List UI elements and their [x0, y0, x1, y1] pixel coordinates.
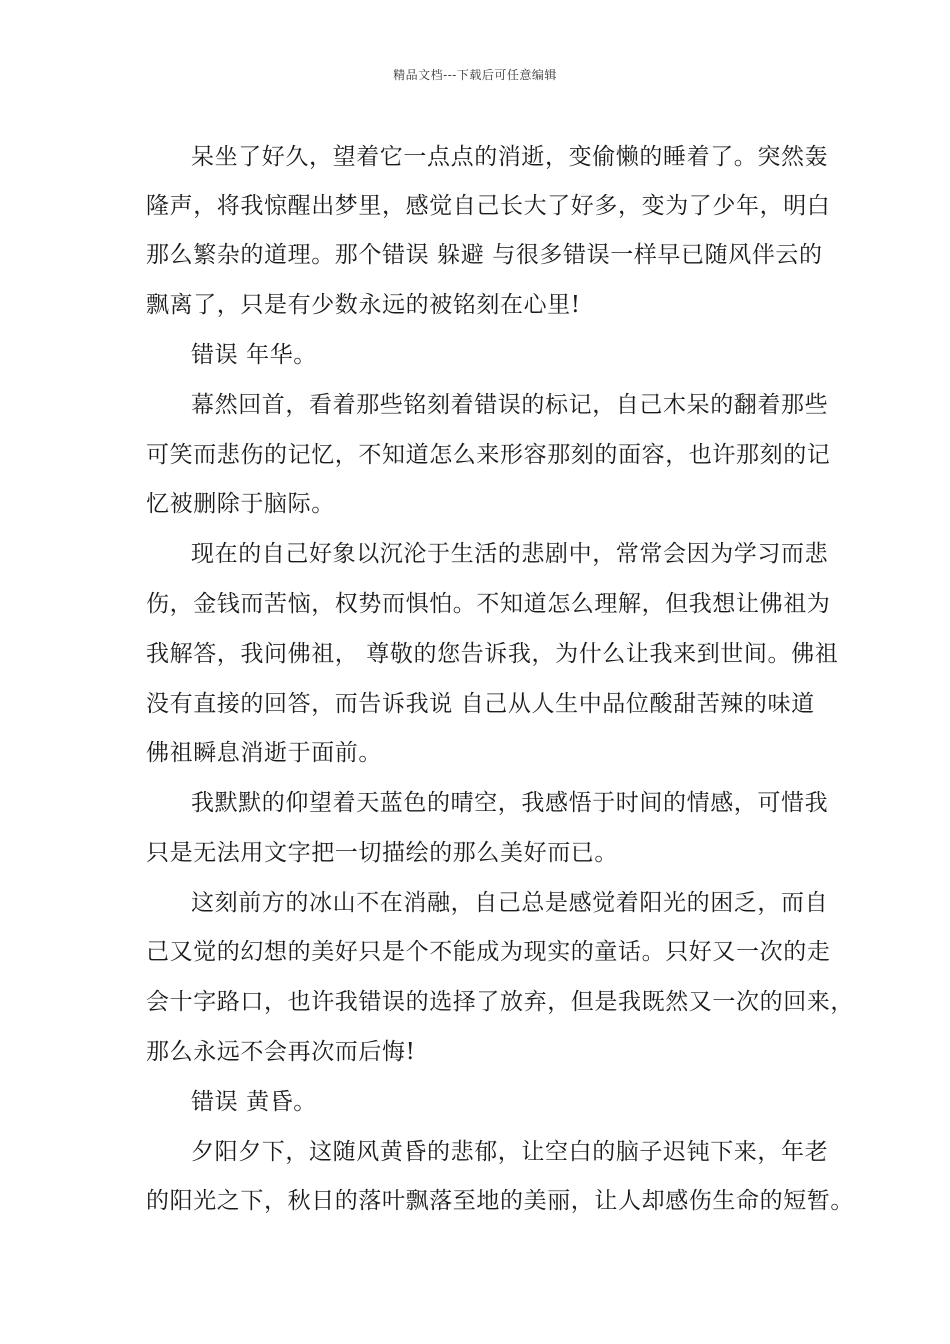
text-line: 这刻前方的冰山不在消融，自己总是感觉着阳光的困乏，而自	[191, 890, 829, 916]
text-line: 我默默的仰望着天蓝色的晴空，我感悟于时间的情感，可惜我	[191, 790, 829, 816]
page-header: 精品文档---下载后可任意编辑	[393, 68, 557, 82]
text-line: 幕然回首，看着那些铭刻着错误的标记，自己木呆的翻着那些	[191, 392, 829, 418]
text-line: 伤，金钱而苦恼，权势而惧怕。不知道怎么理解，但我想让佛祖为	[146, 591, 831, 617]
text-line: 飘离了，只是有少数永远的被铭刻在心里!	[146, 292, 581, 318]
text-line: 夕阳夕下，这随风黄昏的悲郁，让空白的脑子迟钝下来，年老	[191, 1139, 829, 1165]
text-line: 可笑而悲伤的记忆，不知道怎么来形容那刻的面容，也许那刻的记	[146, 442, 831, 468]
text-line: 的阳光之下，秋日的落叶飘落至地的美丽，让人却感伤生命的短暂。	[146, 1188, 854, 1214]
text-line: 我解答，我问佛祖， 尊敬的您告诉我，为什么让我来到世间。佛祖	[146, 641, 839, 667]
text-line: 那么永远不会再次而后悔!	[146, 1039, 416, 1065]
text-line: 呆坐了好久，望着它一点点的消逝，变偷懒的睡着了。突然轰	[191, 144, 829, 170]
text-line: 现在的自己好象以沉沦于生活的悲剧中，常常会因为学习而悲	[191, 541, 829, 567]
text-line: 没有直接的回答，而告诉我说 自己从人生中品位酸甜苦辣的味道	[146, 691, 815, 717]
text-line: 隆声，将我惊醒出梦里，感觉自己长大了好多，变为了少年，明白	[146, 193, 831, 219]
text-line: 佛祖瞬息消逝于面前。	[146, 740, 382, 766]
text-line: 会十字路口，也许我错误的选择了放弃，但是我既然又一次的回来，	[146, 989, 854, 1015]
text-line: 那么繁杂的道理。那个错误 躲避 与很多错误一样早已随风伴云的	[146, 242, 823, 268]
section-heading: 错误 年华。	[191, 342, 317, 368]
text-line: 忆被删除于脑际。	[146, 491, 335, 517]
text-line: 只是无法用文字把一切描绘的那么美好而已。	[146, 840, 618, 866]
section-heading: 错误 黄昏。	[191, 1089, 317, 1115]
text-line: 己又觉的幻想的美好只是个不能成为现实的童话。只好又一次的走	[146, 939, 831, 965]
